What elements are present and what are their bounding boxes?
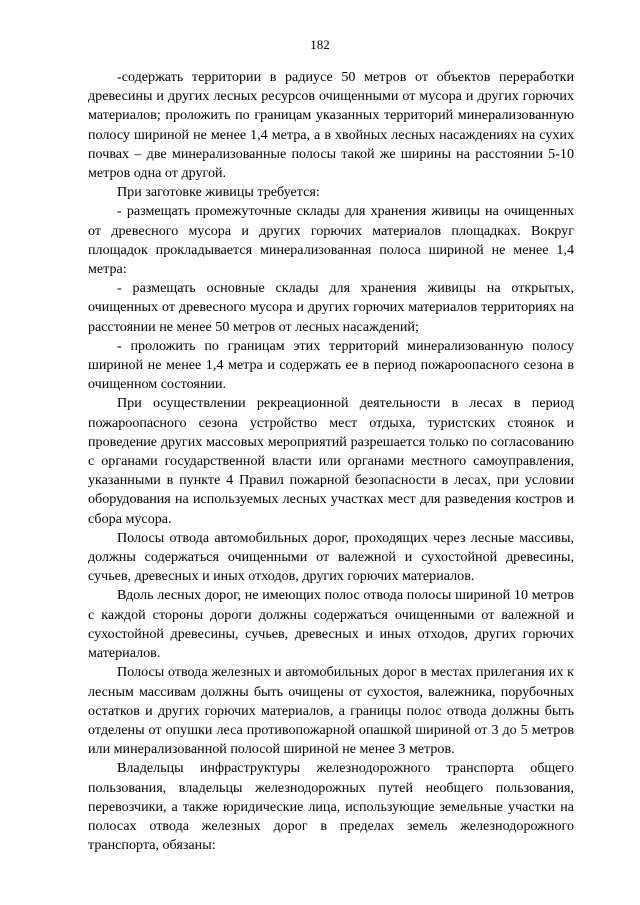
paragraph-railway-and-road-strips: Полосы отвода железных и автомобильных дорог в местах прилегания их к лесным массивам должны быть очищены от сухостоя, валежника, порубочных остатков и других горючих материалов, а границы полос отвода должны быть отделены от опушки леса противопожарной опашкой шириной от 3 до 5 метров или минерализованной полосой шириной не менее 3 метров. bbox=[88, 664, 574, 758]
paragraph-forest-roads: Вдоль лесных дорог, не имеющих полос отвода полосы шириной 10 метров с каждой стороны дороги должны содержаться очищенными от валежной и сухостойной древесины, сучьев, древесных и иных отходов, других горючих материалов. bbox=[88, 587, 574, 662]
paragraph-recreational-activity: При осуществлении рекреационной деятельности в лесах в период пожароопасного сезона устройство мест отдыха, туристских стоянок и проведение других массовых мероприятий разрешается только по согласованию с органами государственной власти или органами местного самоуправления, указанными в пункте 4 Правил пожарной безопасности в лесах, при условии оборудования на используемых лесных участках мест для разведения костров и сбора мусора. bbox=[88, 395, 574, 527]
page-number: 182 bbox=[310, 37, 330, 52]
paragraph-highway-right-of-way: Полосы отвода автомобильных дорог, проходящих через лесные массивы, должны содержаться очищенными от валежной и сухостойной древесины, сучьев, древесных и иных отходов, других горючих материалов. bbox=[88, 529, 574, 585]
paragraph-railway-owners-obligations: Владельцы инфраструктуры железнодорожного транспорта общего пользования, владельцы железнодорожных путей необщего пользования, перевозчики, а также юридические лица, использующие земельные участки на полосах отвода железных дорог в пределах земель железнодорожного транспорта, обязаны: bbox=[88, 760, 574, 854]
paragraph-territory-maintenance: -содержать территории в радиусе 50 метров от объектов переработки древесины и других лесных ресурсов очищенными от мусора и других горючих материалов; проложить по границам указанных территорий минерализованную полосу шириной не менее 1,4 метра, а в хвойных лесных насаждениях на сухих почвах – две минерализованные полосы такой же ширины на расстоянии 5-10 метров одна от другой. bbox=[88, 69, 574, 182]
paragraph-resin-intro: При заготовке живицы требуется: bbox=[117, 184, 320, 201]
document-body bbox=[88, 68, 574, 855]
paragraph-intermediate-storage: - размещать промежуточные склады для хранения живицы на очищенных от древесного мусора и других горючих материалов площадках. Вокруг площадок прокладывается минерализованная полоса шириной не менее 1,4 метра: bbox=[88, 203, 574, 278]
paragraph-mineralized-strip: - проложить по границам этих территорий минерализованную полосу шириной не менее 1,4 метра и содержать ее в период пожароопасного сезона в очищенном состоянии. bbox=[88, 337, 574, 393]
paragraph-main-storage: - размещать основные склады для хранения живицы на открытых, очищенных от древесного мусора и других горючих материалов территориях на расстоянии не менее 50 метров от лесных насаждений; bbox=[88, 280, 574, 335]
